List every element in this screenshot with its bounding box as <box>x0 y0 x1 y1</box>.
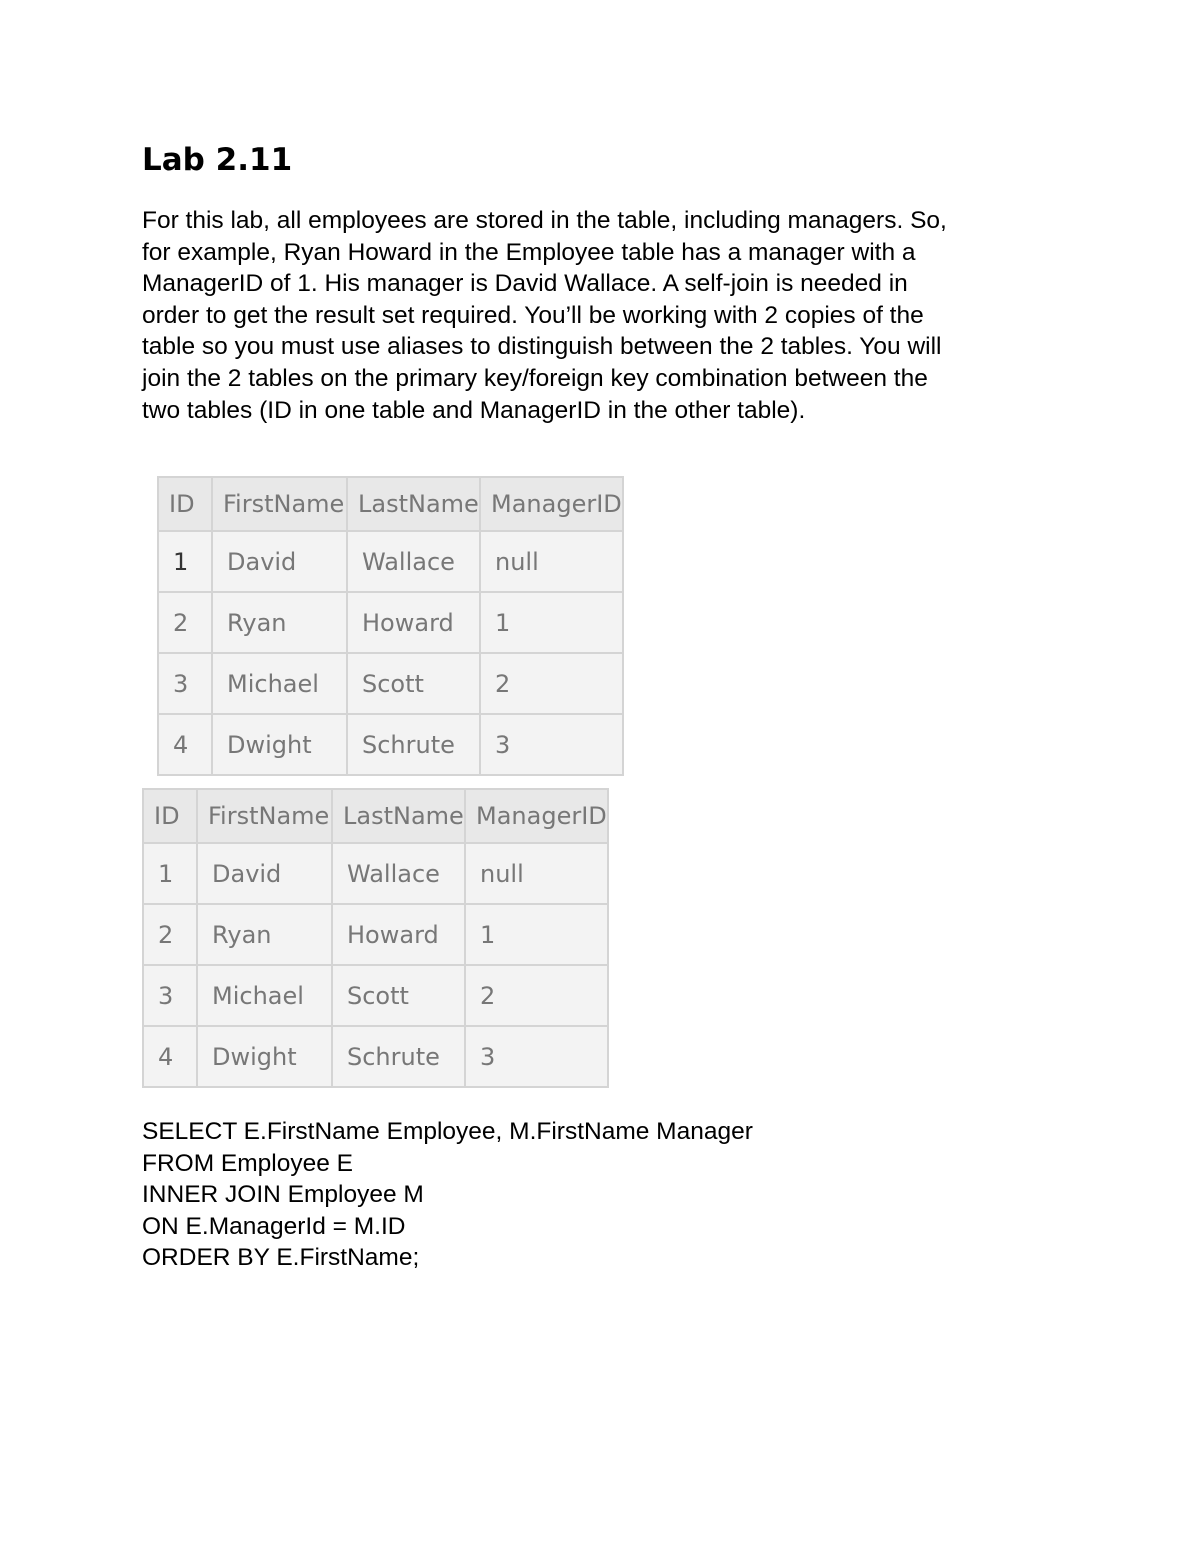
sql-line: INNER JOIN Employee M <box>142 1181 424 1208</box>
cell-managerid: 1 <box>465 904 608 965</box>
table-row <box>158 531 623 592</box>
intro-line: order to get the result set required. You’ll be working with 2 copies of the <box>142 301 924 329</box>
table-row <box>143 1026 608 1087</box>
cell-firstname: Ryan <box>212 592 347 653</box>
cell-id: 1 <box>143 843 197 904</box>
table-row <box>158 592 623 653</box>
intro-line: table so you must use aliases to distinguish between the 2 tables. You will <box>142 333 942 361</box>
column-header-lastname: LastName <box>347 477 480 531</box>
table-header-row <box>158 477 623 531</box>
cell-id: 3 <box>143 965 197 1026</box>
employee-table-2 <box>142 788 609 1088</box>
page-title: Lab 2.11 <box>142 142 293 178</box>
cell-managerid: 3 <box>465 1026 608 1087</box>
cell-lastname: Scott <box>332 965 465 1026</box>
cell-lastname: Wallace <box>347 531 480 592</box>
table-row <box>143 843 608 904</box>
column-header-managerid: ManagerID <box>480 477 623 531</box>
intro-paragraph <box>142 205 1072 426</box>
column-header-id: ID <box>143 789 197 843</box>
cell-managerid: 3 <box>480 714 623 775</box>
cell-lastname: Schrute <box>347 714 480 775</box>
sql-query <box>142 1116 753 1274</box>
cell-firstname: David <box>212 531 347 592</box>
table-header-row <box>143 789 608 843</box>
cell-id: 1 <box>158 531 212 592</box>
sql-line: ORDER BY E.FirstName; <box>142 1244 420 1271</box>
cell-firstname: Ryan <box>197 904 332 965</box>
cell-lastname: Scott <box>347 653 480 714</box>
column-header-id: ID <box>158 477 212 531</box>
cell-firstname: David <box>197 843 332 904</box>
table-row <box>143 904 608 965</box>
column-header-managerid: ManagerID <box>465 789 608 843</box>
cell-managerid: 1 <box>480 592 623 653</box>
cell-id: 2 <box>143 904 197 965</box>
cell-lastname: Schrute <box>332 1026 465 1087</box>
sql-line: SELECT E.FirstName Employee, M.FirstName Manager <box>142 1118 753 1145</box>
table-row <box>158 714 623 775</box>
column-header-firstname: FirstName <box>197 789 332 843</box>
intro-line: two tables (ID in one table and ManagerID in the other table). <box>142 396 806 424</box>
cell-firstname: Michael <box>212 653 347 714</box>
sql-line: ON E.ManagerId = M.ID <box>142 1212 406 1240</box>
cell-id: 3 <box>158 653 212 714</box>
column-header-firstname: FirstName <box>212 477 347 531</box>
cell-lastname: Wallace <box>332 843 465 904</box>
sql-line: FROM Employee E <box>142 1149 354 1177</box>
column-header-lastname: LastName <box>332 789 465 843</box>
cell-managerid: 2 <box>480 653 623 714</box>
cell-firstname: Dwight <box>197 1026 332 1087</box>
intro-line: for example, Ryan Howard in the Employee table has a manager with a <box>142 238 916 266</box>
employee-table-1 <box>157 476 624 776</box>
cell-id: 4 <box>143 1026 197 1087</box>
cell-lastname: Howard <box>347 592 480 653</box>
cell-id: 4 <box>158 714 212 775</box>
cell-firstname: Michael <box>197 965 332 1026</box>
intro-line: For this lab, all employees are stored in the table, including managers. So, <box>142 207 947 234</box>
cell-managerid: null <box>480 531 623 592</box>
cell-id: 2 <box>158 592 212 653</box>
intro-line: ManagerID of 1. His manager is David Wallace. A self-join is needed in <box>142 270 908 298</box>
cell-managerid: null <box>465 843 608 904</box>
cell-lastname: Howard <box>332 904 465 965</box>
intro-line: join the 2 tables on the primary key/foreign key combination between the <box>142 364 928 392</box>
table-row <box>143 965 608 1026</box>
cell-firstname: Dwight <box>212 714 347 775</box>
cell-managerid: 2 <box>465 965 608 1026</box>
table-row <box>158 653 623 714</box>
